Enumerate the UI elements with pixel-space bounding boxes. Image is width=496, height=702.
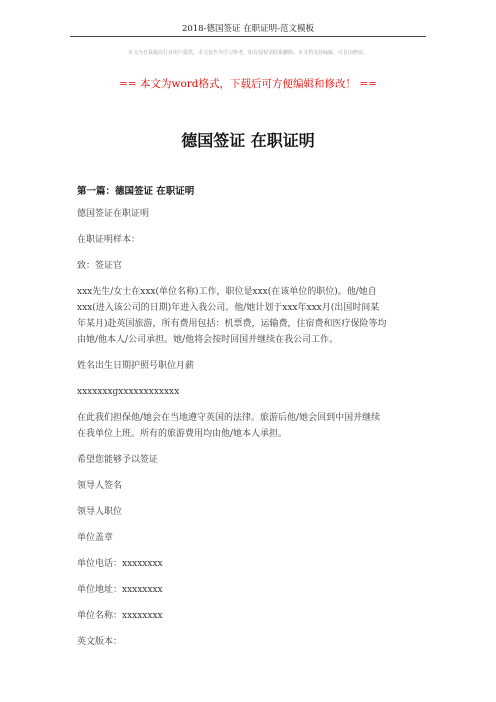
paragraph-line: 单位电话：xxxxxxxx: [77, 559, 163, 569]
disclaimer-text: 本文为自我提高行业用户提供，本文仅作为学习参考，如有侵权请联系删除。本文档支持编辑，可自由修改。: [127, 50, 368, 56]
paragraph-line: 领导人签名: [77, 481, 123, 491]
paragraph-line: 德国签证在职证明: [77, 209, 150, 219]
page-header-title: 2018-德国签证 在职证明-范文模板: [181, 24, 315, 34]
paragraph-line: xxx先生/女士在xxx(单位名称)工作，职位是xxx(在该单位的职位)。他/她自: [77, 287, 377, 297]
paragraph-line: 希望您能够予以签证: [77, 455, 159, 465]
paragraph-line: 英文版本：: [77, 637, 123, 647]
paragraph-line: 在我单位上班。所有的旅游费用均由他/她本人承担。: [77, 429, 288, 439]
document-title: 德国签证 在职证明: [181, 131, 315, 150]
paragraph-line: xxxxxxxgxxxxxxxxxxxx: [77, 387, 180, 397]
paragraph-line: 年某月)赴英国旅游，所有费用包括：机票费，运输费，住宿费和医疗保险等均: [77, 319, 387, 329]
paragraph-line: 领导人职位: [77, 507, 123, 517]
word-format-notice: == 本文为word格式，下载后可方便编辑和修改！ ==: [119, 78, 377, 90]
header-divider: [70, 36, 426, 37]
paragraph-line: 在此我们担保他/她会在当地遵守英国的法律。旅游后他/她会回到中国并继续: [77, 413, 381, 423]
paragraph-line: 单位名称：xxxxxxxx: [77, 611, 163, 621]
paragraph-line: 致：签证官: [77, 261, 123, 271]
paragraph-line: 单位盖章: [77, 533, 114, 543]
paragraph-line: 由她/他本人/公司承担。她/他将会按时回国并继续在我公司工作。: [77, 335, 339, 345]
paragraph-line: xxx(进入该公司的日期)年进入我公司。他/她计划于xxx年xxx月(出国时间某: [77, 303, 380, 313]
paragraph-line: 在职证明样本：: [77, 235, 141, 245]
paragraph-line: 单位地址：xxxxxxxx: [77, 585, 163, 595]
paragraph-line: 姓名出生日期护照号职位月薪: [77, 361, 195, 371]
section-heading: 第一篇：德国签证 在职证明: [77, 186, 195, 197]
